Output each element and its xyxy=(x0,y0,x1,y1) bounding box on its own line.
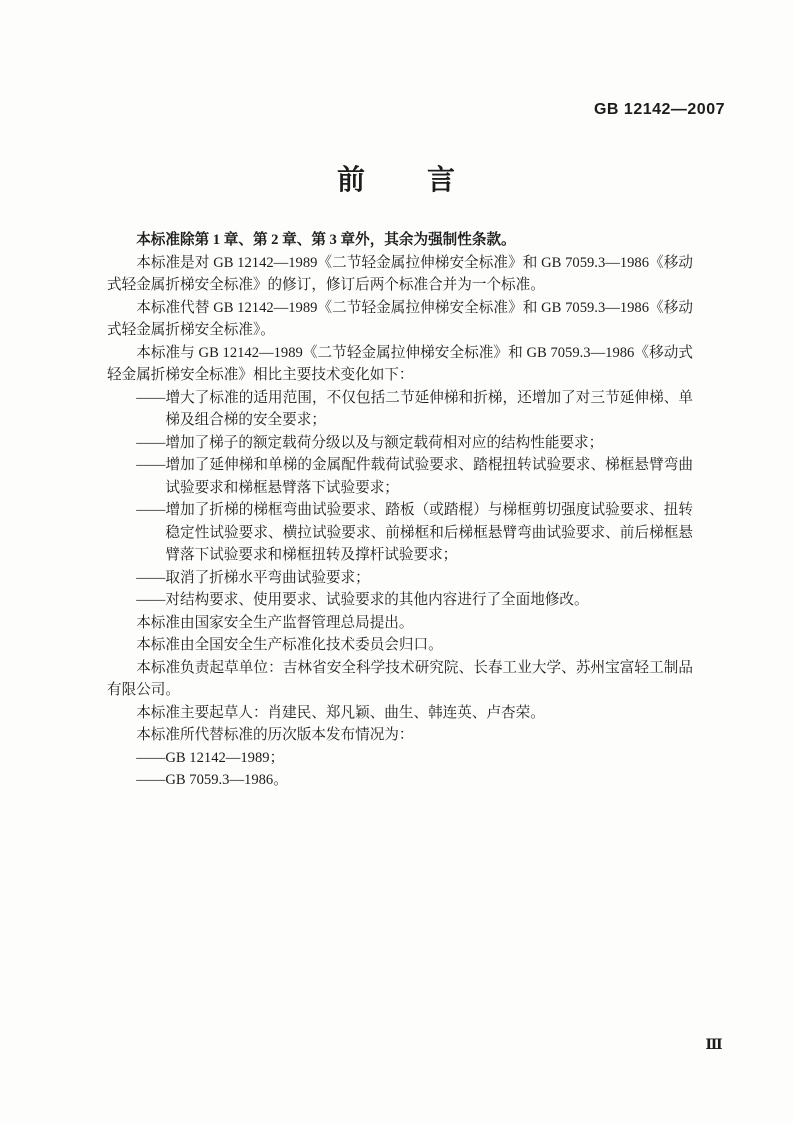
foreword-dash-item: ——增加了梯子的额定载荷分级以及与额定载荷相对应的结构性能要求； xyxy=(136,434,604,451)
foreword-paragraph: 本标准主要起草人：肖建民、郑凡颖、曲生、韩连英、卢杏荣。 xyxy=(136,704,545,721)
foreword-paragraph: 本标准由全国安全生产标准化技术委员会归口。 xyxy=(136,637,443,653)
foreword-paragraph: 本标准由国家安全生产监督管理总局提出。 xyxy=(136,614,414,631)
foreword-body xyxy=(107,229,693,792)
foreword-paragraph: 本标准代替 GB 12142—1989《二节轻金属拉伸梯安全标准》和 GB 7059.3—1986《移动式轻金属折梯安全标准》。 xyxy=(107,299,693,338)
foreword-paragraph: 本标准负责起草单位：吉林省安全科学技术研究院、长春工业大学、苏州宝富轻工制品有限公司。 xyxy=(107,659,693,698)
page-title: 前 言 xyxy=(336,165,457,196)
standard-code-header: GB 12142—2007 xyxy=(593,101,725,118)
foreword-dash-item: ——增大了标准的适用范围，不仅包括二节延伸梯和折梯，还增加了对三节延伸梯、单梯及组合梯的安全要求； xyxy=(136,389,693,428)
foreword-dash-item: ——取消了折梯水平弯曲试验要求； xyxy=(136,569,370,586)
foreword-dash-item: ——增加了折梯的梯框弯曲试验要求、踏板（或踏棍）与梯框剪切强度试验要求、扭转稳定性试验要求、横拉试验要求、前梯框和后梯框悬臂弯曲试验要求、前后梯框悬臂落下试验要求和梯框扭转及撑杆试验要求； xyxy=(136,502,693,563)
foreword-dash-item: ——GB 7059.3—1986。 xyxy=(136,772,288,788)
page-number: Ⅲ xyxy=(705,1038,723,1053)
foreword-paragraph: 本标准是对 GB 12142—1989《二节轻金属拉伸梯安全标准》和 GB 7059.3—1986《移动式轻金属折梯安全标准》的修订，修订后两个标准合并为一个标准。 xyxy=(107,254,693,293)
foreword-dash-item: ——对结构要求、使用要求、试验要求的其他内容进行了全面地修改。 xyxy=(136,592,589,608)
foreword-dash-item: ——增加了延伸梯和单梯的金属配件载荷试验要求、踏棍扭转试验要求、梯框悬臂弯曲试验要求和梯框悬臂落下试验要求； xyxy=(136,457,693,496)
foreword-paragraph: 本标准所代替标准的历次版本发布情况为： xyxy=(136,727,414,743)
foreword-paragraph: 本标准与 GB 12142—1989《二节轻金属拉伸梯安全标准》和 GB 7059.3—1986《移动式轻金属折梯安全标准》相比主要技术变化如下： xyxy=(107,344,693,383)
foreword-paragraph: 本标准除第 1 章、第 2 章、第 3 章外，其余为强制性条款。 xyxy=(136,232,516,248)
foreword-dash-item: ——GB 12142—1989； xyxy=(136,749,285,766)
